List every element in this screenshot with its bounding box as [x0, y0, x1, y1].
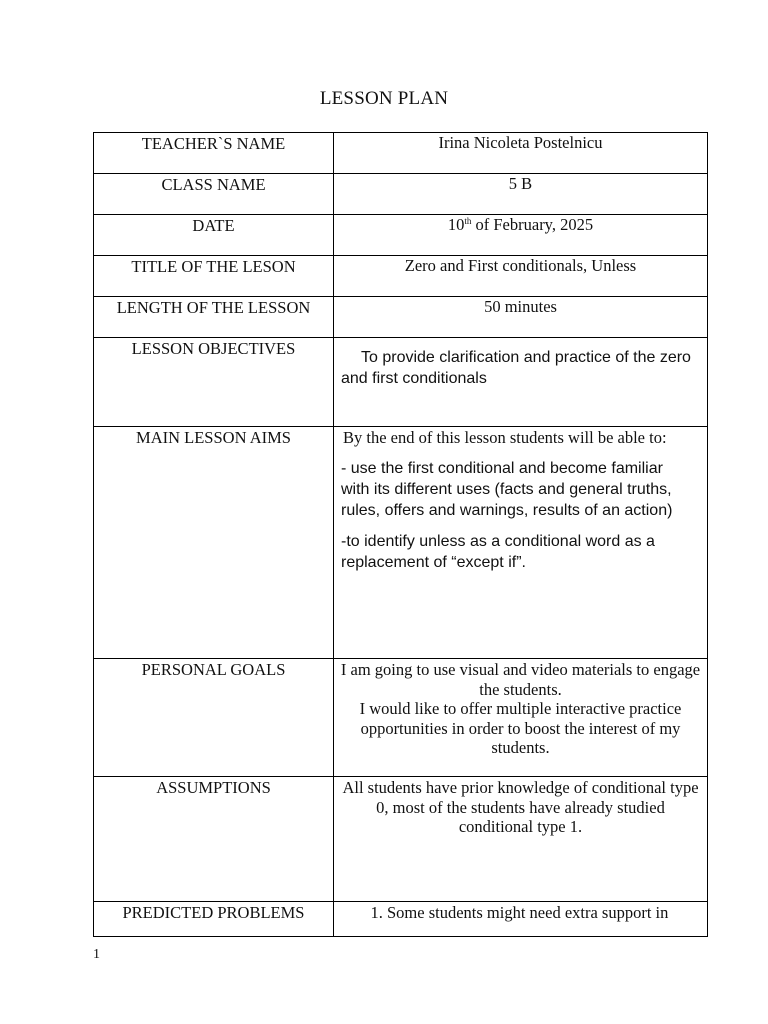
row-label-class: CLASS NAME: [94, 174, 334, 215]
table-row-date: [94, 215, 708, 256]
row-value-objectives: [334, 338, 708, 427]
table-row-assumptions: [94, 777, 708, 902]
row-value-goals: [334, 659, 708, 777]
goals-line-1: I am going to use visual and video materials to engage the students.: [340, 660, 701, 699]
row-label-problems: PREDICTED PROBLEMS: [94, 902, 334, 937]
row-label-date: DATE: [94, 215, 334, 256]
aims-intro: By the end of this lesson students will be able to:: [343, 428, 667, 447]
row-label-aims: MAIN LESSON AIMS: [94, 427, 334, 659]
aims-point-1: - use the first conditional and become familiar with its different uses (facts and general truths, rules, offers and warnings, results of an action): [341, 459, 673, 519]
row-label-title: TITLE OF THE LESON: [94, 256, 334, 297]
table-row-class: [94, 174, 708, 215]
table-row-teacher: [94, 133, 708, 174]
objectives-text: To provide clarification and practice of the zero and first conditionals: [341, 349, 691, 387]
row-label-objectives: LESSON OBJECTIVES: [94, 338, 334, 427]
assumptions-text: All students have prior knowledge of conditional type 0, most of the students have already studied conditional type 1.: [342, 778, 699, 836]
table-row-goals: [94, 659, 708, 777]
goals-line-2: I would like to offer multiple interactive practice opportunities in order to boost the interest of my students.: [359, 699, 682, 757]
page-title: LESSON PLAN: [319, 88, 449, 109]
date-rest: of February, 2025: [471, 215, 594, 234]
list-item: 1. Some students might need extra support in: [387, 903, 707, 923]
aims-point-2: -to identify unless as a conditional word as a replacement of “except if”.: [341, 532, 655, 571]
row-value-length: 50 minutes: [334, 297, 708, 338]
row-value-date: [334, 215, 708, 256]
row-value-teacher: Irina Nicoleta Postelnicu: [334, 133, 708, 174]
problems-list: [334, 902, 707, 923]
table-row-problems: [94, 902, 708, 937]
row-label-goals: PERSONAL GOALS: [94, 659, 334, 777]
row-label-assumptions: ASSUMPTIONS: [94, 777, 334, 902]
table-row-length: [94, 297, 708, 338]
page-number: 1: [93, 947, 100, 962]
row-label-length: LENGTH OF THE LESSON: [94, 297, 334, 338]
row-value-class: 5 B: [334, 174, 708, 215]
row-label-teacher: TEACHER`S NAME: [94, 133, 334, 174]
table-row-objectives: [94, 338, 708, 427]
row-value-aims: [334, 427, 708, 659]
lesson-plan-table: [93, 132, 708, 937]
date-day: 10: [447, 215, 465, 234]
table-row-aims: [94, 427, 708, 659]
row-value-assumptions: [334, 777, 708, 902]
table-row-title: [94, 256, 708, 297]
row-value-problems: [334, 902, 708, 937]
date-suffix: th: [464, 216, 472, 226]
row-value-title: Zero and First conditionals, Unless: [334, 256, 708, 297]
